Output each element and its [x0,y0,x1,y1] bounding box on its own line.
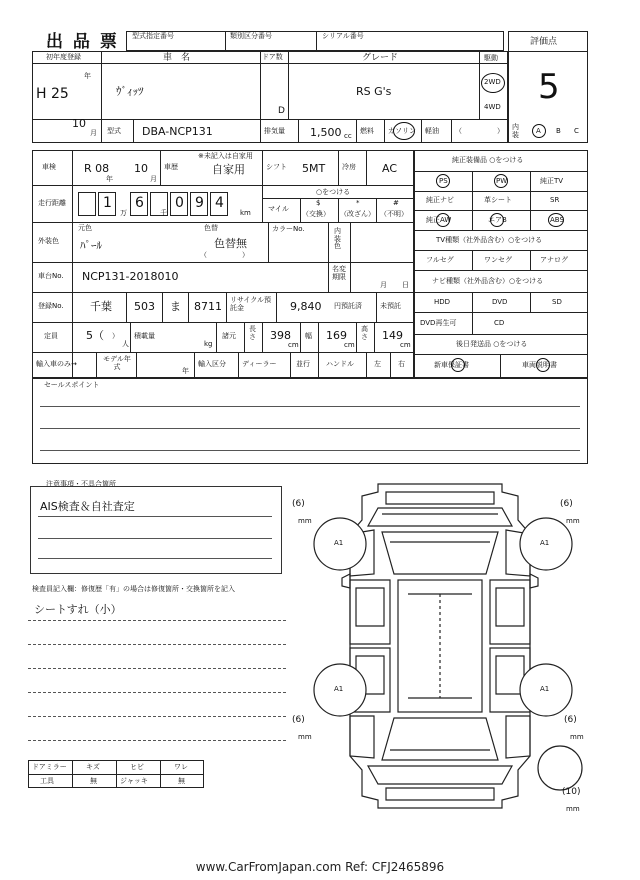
first-registration-year: H 25 [36,86,69,102]
ac-value: AC [382,162,398,175]
equip-airbag-circle [490,213,504,227]
rear-bumper [386,788,494,800]
navi-cd: CD [494,319,505,327]
fuel-label: 燃料 [360,127,374,135]
model-year-label: モデル年式 [103,355,131,372]
plate-number: 8711 [194,300,222,313]
navi-dvd: DVD [492,298,508,306]
capacity-value: 5（ [86,329,104,342]
grade-label: グレード [362,53,399,63]
navi-sd: SD [552,298,562,306]
color-number-label: カラーNo. [272,225,305,233]
width-unit: cm [344,341,355,349]
recycle-unit: 円預託済 [334,302,362,310]
unknown-symbol: # [393,199,399,207]
door-count-label: ドア数 [262,53,283,61]
tire-rr-grade: A1 [540,685,550,693]
plate-label: 登録No. [38,302,64,310]
interior-c: C [574,127,579,135]
first-registration-month: 10 [72,117,86,130]
man-unit: 万 [120,209,127,217]
sen-unit: 千 [160,209,167,217]
header-id-table [126,31,504,51]
import-type-label: 輸入区分 [198,360,226,368]
legend-jack-value: 無 [178,777,185,785]
hood [368,508,512,526]
mileage-digit-box-1 [78,192,96,216]
equip-ps-circle [436,174,450,188]
shaken-label: 車検 [42,163,56,171]
import-parallel: 並行 [296,360,310,368]
tv-fullseg: フルセグ [426,256,454,264]
recycle-unpaid: 未預託 [380,302,401,310]
legend-break: ワレ [174,763,188,771]
mileage-tens: 9 [195,195,204,211]
import-dealer: ディーラー [242,360,277,368]
steering-left: 左 [374,360,381,368]
docs-title: 後日発送品 ○をつける [456,340,528,348]
tire-fl-mm: mm [298,517,312,525]
tire-rr-depth: (6) [564,715,577,725]
model-year-unit: 年 [182,367,189,375]
width-value: 169 [326,329,347,342]
mileage-thousands: 6 [135,195,144,211]
navi-dvd-play: DVD再生可 [420,319,457,327]
inspector-text: シートすれ（小） [34,603,122,616]
exchange-option: （交換） [302,210,330,218]
shaken-year-unit: 年 [106,175,113,183]
tamper-option: （改ざん） [340,210,375,218]
plate-area: 千葉 [90,300,112,313]
model-code: DBA-NCP131 [142,125,213,138]
rear-right-quarter [506,716,530,758]
docs-warranty: 新車保証書 [434,361,469,369]
equip-ps: PS [439,177,448,185]
equip-pw-circle [494,174,508,188]
month-unit: 月 [90,129,97,137]
legend-door-mirror: ドアミラー [32,763,67,771]
repaint-value: 色替無 [214,237,247,250]
spare-mm: mm [566,805,580,813]
equip-aw-circle [436,213,450,227]
capacity-close: ） [112,332,119,340]
steering-right: 右 [398,360,405,368]
width-label: 幅 [305,332,312,340]
height-label: 高さ [361,325,368,341]
height-unit: cm [400,341,411,349]
shaken-year: R 08 [84,162,110,175]
spare-tire [538,746,582,790]
car-condition-diagram [290,476,590,816]
tire-fl-depth: (6) [292,499,305,509]
tv-type-title: TV種類（社外品含む）○をつける [436,236,543,244]
shift-label: シフト [266,163,287,171]
shift-value: 5MT [302,162,326,175]
tire-rr-mm: mm [570,733,584,741]
equip-airbag: エアB [488,216,507,224]
name-change-month: 月 [380,281,387,289]
sales-point-label: セールスポイント [44,381,100,389]
equip-tv: 純正TV [540,177,564,185]
unknown-option: （不明） [380,210,408,218]
notes-text: AIS検査＆自社査定 [40,500,135,513]
interior-grade-label: 内装 [512,123,519,139]
rear-left-quarter [350,716,374,758]
legend-tools-value: 無 [90,777,97,785]
exterior-color-label: 外装色 [38,237,59,245]
shaken-month: 10 [134,162,148,175]
tire-rl-grade: A1 [334,685,344,693]
interior-b: B [556,127,561,135]
usage-note: ※未記入は自家用 [198,152,253,160]
fuel-gasoline: ガソリン [388,127,416,135]
interior-color-label: 内装色 [334,227,341,251]
repaint-bracket: （ ） [200,251,249,259]
right-mirror [530,574,538,588]
name-change-day: 日 [402,281,409,289]
fuel-other-bracket: （ ） [455,127,504,135]
capacity-label: 定員 [44,332,58,340]
exchange-symbol: $ [316,199,321,207]
plate-class: 503 [134,300,155,313]
import-only-label: 輸入車のみ→ [36,360,77,368]
legend-crack: ヒビ [130,763,144,771]
tire-rl-mm: mm [298,733,312,741]
tv-analog: アナログ [540,256,568,264]
notes-label: 注意事項・不具合箇所 [46,480,116,488]
left-mirror [342,574,350,588]
equipment-title: 純正装備品 ○をつける [452,156,524,164]
equip-sr: SR [550,196,560,204]
first-registration-label: 初年度登録 [46,53,81,61]
type-designation-label: 型式指定番号 [132,32,174,40]
length-unit: cm [288,341,299,349]
document-title: 出 品 票 [46,32,119,52]
tire-rl-depth: (6) [292,715,305,725]
score-value: 5 [538,67,560,107]
class-number-label: 類別区分番号 [230,32,272,40]
model-label: 型式 [107,127,121,135]
length-label: 長さ [249,325,256,341]
repaint-label: 色替 [204,224,218,232]
km-unit: km [240,209,251,217]
equip-aw: 純正AW [426,216,452,224]
mileage-ones: 4 [215,195,224,211]
plate-kana: ま [170,300,181,313]
drive-label: 駆動 [484,54,498,62]
inspector-label: 検査員記入欄：修復歴「有」の場合は修復箇所・交換箇所を記入 [32,585,235,593]
tire-fr-grade: A1 [540,539,550,547]
windshield [382,532,498,574]
load-label: 積載量 [134,332,155,340]
score-label: 評価点 [530,37,558,47]
spare-depth: (10) [562,787,581,797]
car-name: ｳﾞｨｯﾂ [116,85,144,98]
legend-jack: ジャッキ [120,777,148,785]
steering-label: ハンドル [326,360,354,368]
original-color-label: 元色 [78,224,92,232]
mileage-label: 走行距離 [38,199,66,207]
grade-value: RS G's [356,85,392,98]
equip-navi: 純正ナビ [426,196,454,204]
equip-pw: PW [496,177,508,185]
docs-manual: 車両説明書 [522,361,557,369]
year-unit: 年 [84,72,91,80]
height-value: 149 [382,329,403,342]
equip-leather: 革シート [484,196,512,204]
car-name-label: 車 名 [163,53,191,63]
serial-number-label: シリアル番号 [322,32,364,40]
docs-warranty-circle [451,358,465,372]
navi-hdd: HDD [434,298,451,306]
capacity-unit: 人 [122,340,129,348]
mileage-note: ○をつける [316,188,351,196]
fuel-diesel: 軽油 [425,127,439,135]
mile-option: マイル [268,205,289,213]
displacement-label: 排気量 [264,127,285,135]
interior-a: A [536,127,541,135]
tire-fr-mm: mm [566,517,580,525]
recycle-label: リサイクル預託金 [230,296,272,313]
drive-2wd: 2WD [484,78,501,86]
length-value: 398 [270,329,291,342]
rear-window [382,718,498,760]
footer-reference: www.CarFromJapan.com Ref: CFJ2465896 [195,860,445,874]
equip-abs: ABS [550,216,564,224]
ac-label: 冷房 [342,163,356,171]
equip-abs-circle [548,213,564,227]
chassis-label: 車台No. [38,272,64,280]
tire-fl-grade: A1 [334,539,344,547]
sales-point-box [32,378,588,464]
name-change-deadline-label: 名変期限 [332,265,346,281]
navi-type-title: ナビ種類（社外品含む）○をつける [432,277,544,285]
mileage-ten-thousands: 1 [103,195,112,211]
load-unit: kg [204,340,213,348]
usage-label: 車歴 [164,163,178,171]
fuel-selected-circle [393,122,415,140]
tire-fr-depth: (6) [560,499,573,509]
cc-unit: cc [344,132,352,140]
chassis-number: NCP131-2018010 [82,270,179,283]
drive-4wd: 4WD [484,103,501,111]
original-color-value: ﾊﾟｰﾙ [80,239,102,252]
legend-tools: 工具 [40,777,54,785]
door-suffix: D [278,106,285,116]
displacement-value: 1,500 [310,126,342,139]
legend-scratch: キズ [86,763,100,771]
mileage-hundreds: 0 [175,195,184,211]
usage-value: 自家用 [212,163,245,176]
front-bumper [386,492,494,504]
docs-manual-circle [536,358,550,372]
shaken-month-unit: 月 [150,175,157,183]
dimensions-label: 諸元 [222,332,236,340]
recycle-value: 9,840 [290,300,322,313]
trunk [368,766,512,784]
tv-oneseg: ワンセグ [484,256,512,264]
tamper-symbol: * [356,199,360,207]
